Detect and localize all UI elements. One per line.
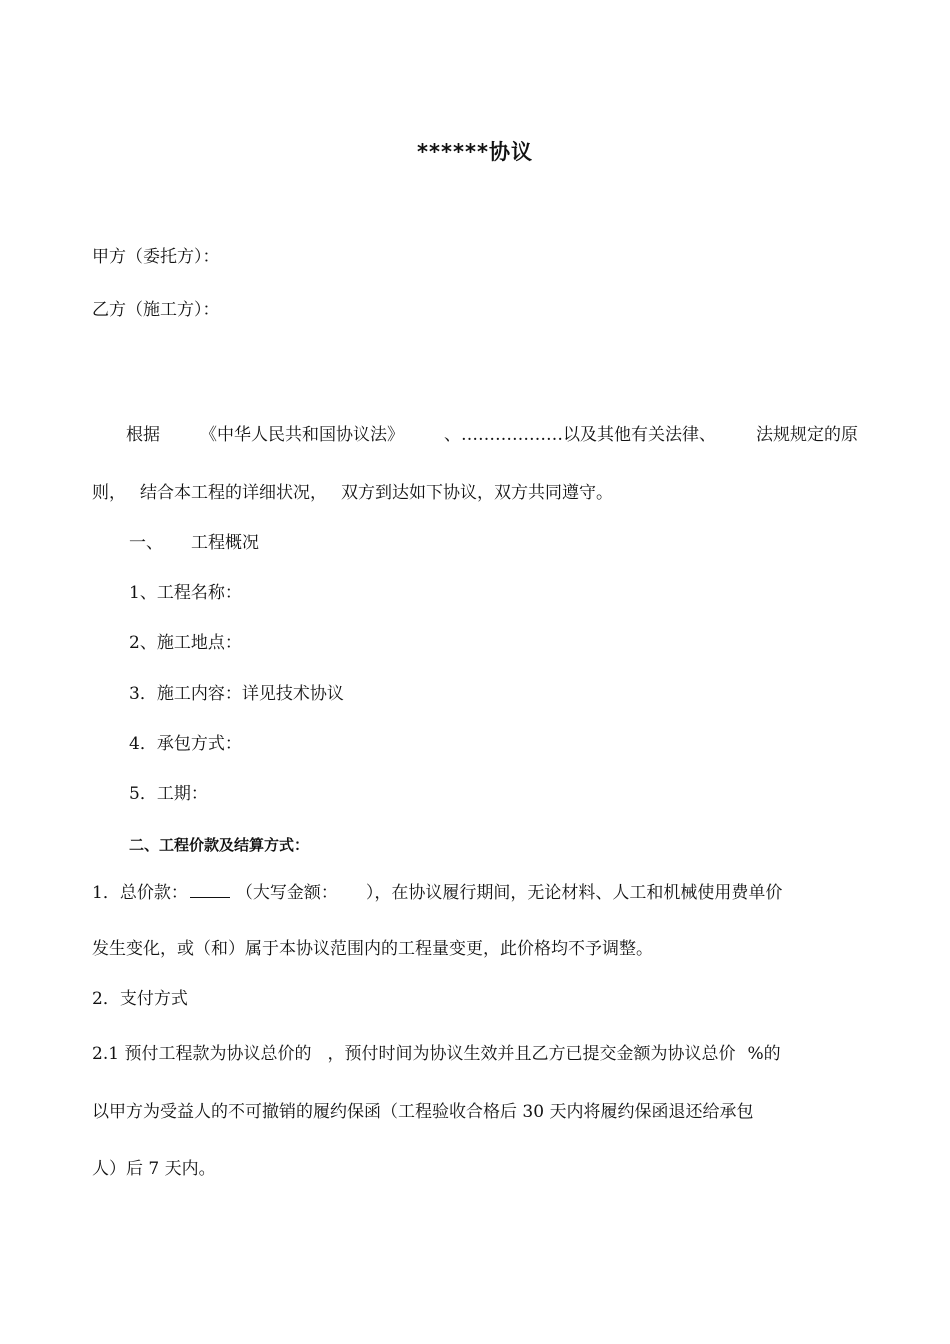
party-b-label: 乙方（施工方）： (92, 300, 220, 320)
intro-line-2 (92, 481, 613, 505)
clause-text: ，预付时间为协议生效并且乙方已提交金额为协议总价 (327, 1044, 736, 1064)
list-item: 4．承包方式： (129, 734, 242, 754)
intro-word: 则， (92, 483, 126, 503)
list-item: 2、施工地点： (129, 633, 242, 653)
clause-text: %的 (747, 1044, 781, 1064)
intro-word: 结合本工程的详细状况， (140, 483, 327, 503)
section-1-heading (129, 531, 259, 555)
price-paren-close: ）， (365, 883, 392, 903)
intro-word: 法规规定的原 (756, 425, 858, 445)
section-2-heading: 二、工程价款及结算方式： (129, 836, 310, 854)
price-label: 1．总价款： (92, 883, 188, 903)
list-item: 3．施工内容：详见技术协议 (129, 684, 344, 704)
price-line-2: 发生变化，或（和）属于本协议范围内的工程量变更，此价格均不予调整。 (92, 939, 653, 959)
intro-word: 、………………以及其他有关法律、 (444, 425, 716, 445)
price-line-1 (92, 879, 782, 905)
section-number: 一、 (129, 533, 163, 553)
clause-text: 2.1 预付工程款为协议总价的 (92, 1044, 312, 1064)
price-blank (190, 879, 230, 898)
intro-word: 双方到达如下协议，双方共同遵守。 (341, 483, 613, 503)
clause-2-1-line-1 (92, 1042, 781, 1066)
price-rest: 在协议履行期间，无论材料、人工和机械使用费单价 (391, 883, 783, 903)
price-paren: （大写金额： (235, 883, 338, 903)
intro-line-1 (92, 423, 858, 447)
section-title: 工程概况 (191, 533, 259, 553)
clause-2-1-line-3: 人）后 7 天内。 (92, 1159, 216, 1179)
party-a-label: 甲方（委托方）： (92, 247, 220, 267)
document-title: ******协议 (417, 140, 533, 164)
intro-word: 根据 (126, 425, 160, 445)
payment-heading: 2．支付方式 (92, 989, 188, 1009)
clause-2-1-line-2: 以甲方为受益人的不可撤销的履约保函（工程验收合格后 30 天内将履约保函退还给承包 (92, 1102, 754, 1122)
list-item: 1、工程名称： (129, 583, 242, 603)
intro-law-name: 《中华人民共和国协议法》 (200, 425, 404, 445)
list-item: 5．工期： (129, 784, 208, 804)
